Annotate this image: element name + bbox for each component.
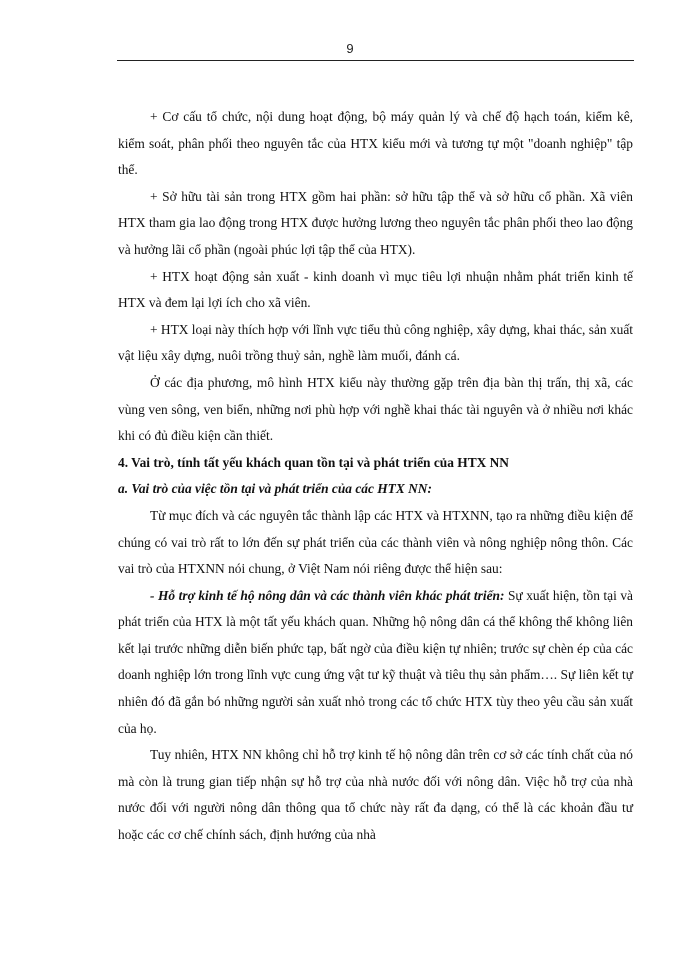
paragraph-purpose: Từ mục đích và các nguyên tắc thành lập các HTX và HTXNN, tạo ra những điều kiện để chúng có vai trò rất to lớn đến sự phát triển của các thành viên và nông nghiệp nông thôn. Các vai trò của HTXNN nói chung, ở Việt Nam nói riêng được thể hiện sau: — [118, 507, 633, 577]
paragraph-household-support — [118, 583, 633, 743]
paragraph-suitable-fields: + HTX loại này thích hợp với lĩnh vực tiểu thủ công nghiệp, xây dựng, khai thác, sản xuất vật liệu xây dựng, nuôi trồng thuỷ sản, nghề làm muối, đánh cá. — [118, 321, 633, 364]
paragraph-state-support: Tuy nhiên, HTX NN không chỉ hỗ trợ kinh tế hộ nông dân trên cơ sở các tính chất của nó mà còn là trung gian tiếp nhận sự hỗ trợ của nhà nước đối với nông dân. Việc hỗ trợ của nhà nước đối với người nông dân thông qua tổ chức này rất đa dạng, có thể là các khoản đầu tư hoặc các cơ chế chính sách, định hướng của nhà — [118, 747, 633, 843]
document-body — [118, 104, 633, 849]
paragraph-structure: + Cơ cấu tổ chức, nội dung hoạt động, bộ máy quản lý và chế độ hạch toán, kiểm kê, kiểm soát, phân phối theo nguyên tắc của HTX kiểu mới và tương tự một "doanh nghiệp" tập thể. — [118, 109, 633, 178]
page-number: 9 — [346, 41, 354, 56]
paragraph-localities: Ở các địa phương, mô hình HTX kiểu này thường gặp trên địa bàn thị trấn, thị xã, các vùng ven sông, ven biển, những nơi phù hợp với nghề khai thác tài nguyên và ở nhiều nơi khác khi có đủ điều kiện cần thiết. — [118, 374, 633, 444]
paragraph-ownership: + Sở hữu tài sản trong HTX gồm hai phần: sở hữu tập thể và sở hữu cổ phần. Xã viên HTX tham gia lao động trong HTX được hưởng lương theo nguyên tắc phân phối theo lao động và hưởng lãi cổ phần (ngoài phúc lợi tập thể của HTX). — [118, 188, 633, 257]
paragraph-business-goal: + HTX hoạt động sản xuất - kinh doanh vì mục tiêu lợi nhuận nhằm phát triển kinh tế HTX và đem lại lợi ích cho xã viên. — [118, 268, 633, 311]
section-heading-4: 4. Vai trò, tính tất yếu khách quan tồn tại và phát triển của HTX NN — [118, 454, 509, 470]
paragraph-body-text: Sự xuất hiện, tồn tại và phát triển của HTX là một tất yếu khách quan. Những hộ nông dân cá thể không thể không liên kết lại trước những diễn biến phức tạp, bất ngờ của điều kiện tự nhiên; trước sự chèn ép của các doanh nghiệp lớn trong lĩnh vực cung ứng vật tư kỹ thuật và tiêu thụ sản phẩm…. Sự liên kết tự nhiên đó đã gắn bó những người sản xuất nhỏ trong các tổ chức HTX tùy theo yêu cầu sản xuất của họ. — [118, 587, 633, 736]
paragraph-lead-phrase: - Hỗ trợ kinh tế hộ nông dân và các thành viên khác phát triển: — [150, 587, 505, 603]
header-rule — [117, 60, 634, 61]
subsection-heading-a: a. Vai trò của việc tồn tại và phát triển của các HTX NN: — [118, 481, 432, 497]
